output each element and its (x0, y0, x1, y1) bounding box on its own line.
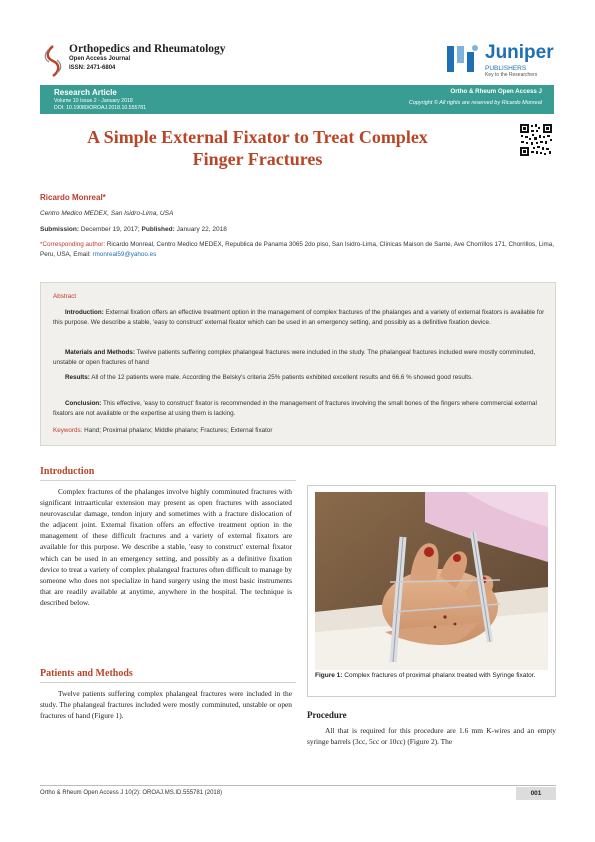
footer-divider (40, 785, 556, 786)
article-type: Research Article (54, 88, 117, 97)
abstract-methods-label: Materials and Methods: (65, 349, 135, 356)
publisher-sub: PUBLISHERS (485, 65, 527, 72)
abstract-conclusion (53, 399, 545, 419)
volume-info: Volume 10 Issue 2 - January 2018 (54, 98, 133, 104)
methods-divider (40, 682, 296, 683)
published-date: January 22, 2018 (176, 226, 227, 233)
author-affiliation: Centro Medico MEDEX, San Isidro-Lima, USA (40, 210, 174, 217)
journal-header (40, 42, 560, 82)
abstract-results-text: All of the 12 patients were male. According the Belsky's criteria 25% patients exhibited excellent results and 66.6 % showed good results. (91, 374, 473, 381)
journal-logo-icon (40, 44, 66, 78)
abstract-methods (53, 348, 545, 368)
figure-1-caption (315, 672, 550, 681)
figure-1-label: Figure 1: (315, 672, 343, 679)
article-dates (40, 226, 227, 233)
methods-text: Twelve patients suffering complex phalangeal fractures were included in the study. The phalangeal fractures included were mostly comminuted, unstable or open fractures of hand (Figure 1). (40, 689, 292, 721)
author-name: Ricardo Monreal* (40, 193, 106, 202)
abstract-introduction (53, 308, 545, 328)
procedure-text: All that is required for this procedure are 1.6 mm K-wires and an empty syringe barrels (3cc, 5cc or 10cc) (Figure 2). The (307, 726, 556, 747)
introduction-heading: Introduction (40, 466, 95, 477)
abstract-methods-text: Twelve patients suffering complex phalangeal fractures were included in the study. The phalangeal fractures included were mostly comminuted, unstable or open fractures of hand (53, 349, 536, 366)
abstract-conclusion-label: Conclusion: (65, 400, 102, 407)
corresponding-email[interactable]: rmonreal59@yahoo.es (92, 251, 157, 258)
keywords-label: Keywords: (53, 427, 83, 434)
publisher-logo[interactable] (445, 42, 560, 78)
procedure-heading: Procedure (307, 710, 347, 720)
article-banner (40, 85, 554, 114)
abstract-box (40, 282, 556, 446)
journal-type: Open Access Journal (69, 56, 131, 62)
corresponding-author (40, 240, 556, 260)
copyright-notice: Copyright © All rights are reserved by Ricardo Monreal (408, 100, 542, 106)
figure-1-image[interactable] (315, 492, 548, 670)
corresponding-text: Ricardo Monreal, Centro Medico MEDEX, Republica de Panama 3065 2do piso, San Isidro-Lima, Clinicas Maison de Sante, Ave Chorrillos 171, Chorrillos, Lima, Peru, USA, Email: (40, 241, 555, 258)
abstract-intro-label: Introduction: (65, 309, 104, 316)
abstract-results (53, 373, 545, 383)
publisher-name: Juniper (485, 42, 554, 63)
abstract-intro-text: External fixation offers an effective treatment option in the management of complex fractures of the phalanges and a variety of external fixators is available for this purpose. We describe a stable, 'easy to construct' external fixator which can be used in an emergency setting, and possibly as a definitive fixation device. (53, 309, 545, 326)
abstract-conclusion-text: This effective, 'easy to construct' fixator is recommended in the management of fractures involving the small bones of the fingers where commercial external fixators are not available or the expertise at using them is lacking. (53, 400, 537, 417)
abstract-results-label: Results: (65, 374, 90, 381)
introduction-divider (40, 480, 296, 481)
publisher-tagline: Key to the Researchers (485, 72, 538, 78)
abstract-keywords (53, 427, 545, 434)
corresponding-label: *Corresponding author: (40, 241, 106, 248)
juniper-mark-icon (445, 42, 481, 76)
keywords-text: Hand; Proximal phalanx; Middle phalanx; Fractures; External fixator (84, 427, 273, 434)
doi-link[interactable]: DOI: 10.19080/OROAJ.2018.10.555781 (54, 105, 146, 111)
submission-date: December 19, 2017; (80, 226, 140, 233)
journal-name: Orthopedics and Rheumatology (69, 43, 226, 55)
figure-1-box (307, 485, 556, 697)
abstract-title: Abstract (53, 293, 77, 300)
journal-issn: ISSN: 2471-6804 (69, 65, 116, 71)
journal-abbrev: Ortho & Rheum Open Access J (450, 88, 542, 95)
published-label: Published: (141, 226, 175, 233)
introduction-text: Complex fractures of the phalanges involve highly comminuted fractures with significant intraarticular extension may present as open fractures with associated neurovascular damage, tendon injury and sometimes with a fracture dislocation of the adjacent joint. External fixation offers an effective treatment option in the management of these difficult fractures and a variety of external fixators are available for this purpose. We describe a stable, 'easy to construct' external fixator which can be used in an emergency setting, and possibly as a definitive fixation device to treat a variety of complex phalangeal fractures often difficult to manage by someone who does not specialize in hand surgery using the most basic instruments that are readily available at anytime, anywhere in the hospital. The technique is described below. (40, 487, 292, 607)
methods-heading: Patients and Methods (40, 668, 133, 679)
article-title: A Simple External Fixator to Treat Complex Finger Fractures (87, 127, 428, 169)
qr-code-icon[interactable] (519, 123, 553, 157)
page-number: 001 (516, 787, 556, 800)
submission-label: Submission: (40, 226, 80, 233)
figure-1-caption-text: Complex fractures of proximal phalanx treated with Syringe fixator. (344, 672, 536, 679)
footer-citation: Ortho & Rheum Open Access J 10(2): OROAJ.MS.ID.555781 (2018) (40, 790, 223, 796)
